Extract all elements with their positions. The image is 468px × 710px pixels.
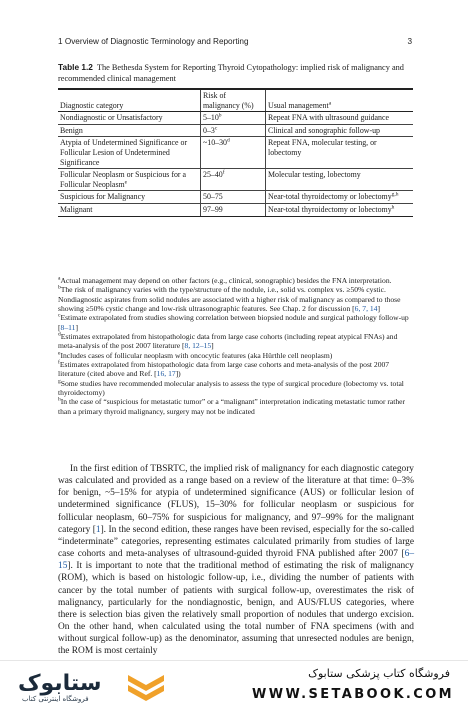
footnote-d: $^d$Estimates extrapolated from histopathologic data from large case cohorts (including repeat atypical FNAs) and meta-analysis of the post 2007 literature [8, 12–15] bbox=[58, 331, 398, 351]
table-header-row bbox=[58, 90, 413, 112]
cell-management: Near-total thyroidectomy or lobectomy$^h$ bbox=[266, 203, 414, 216]
cell-management: Repeat FNA with ultrasound guidance bbox=[266, 112, 414, 125]
footnote-g: $^g$Some studies have recommended molecular analysis to assess the type of surgical procedure (lobectomy vs. total thyroidectomy) bbox=[58, 378, 404, 398]
footnote-a: $^a$Actual management may depend on other factors (e.g., clinical, sonographic) besides the FNA interpretation. bbox=[58, 275, 392, 285]
cell-risk: 5–10$^b$ bbox=[201, 112, 266, 125]
cell-management: Repeat FNA, molecular testing, or lobectomy bbox=[266, 137, 414, 169]
body-paragraph: In the first edition of TBSRTC, the implied risk of malignancy for each diagnostic category was calculated and provided as a range based on a review of the literature at that time: 0–3% for benign, ~5–15% for atypia of undetermined significance (AUS) or follicular lesion of undetermined significance (FLUS), 15–30% for follicular neoplasm or suspicious for follicular neoplasm, 60–75% for suspicious for malignancy, and 97–99% for the malignant category [1]. In the second edition, these ranges have been revised, especially for the so-called “indeterminate” categories, representing estimates calculated primarily from studies of large case cohorts and meta-analyses of ultrasound-guided thyroid FNA published after 2007 [6–15]. It is important to note that the traditional method of estimating the risk of malignancy (ROM), which is based on histologic follow-up, i.e., dividing the number of patients with cancer by the total number of patients with surgical follow-up, overestimates the risk of malignancy, particularly for the nondiagnostic, benign, and AUS/FLUS categories, where there is selection bias given the relatively small proportion of nodules that undergo excision. On the other hand, when calculated using the total number of FNA specimens (with and without surgical follow-up) as the denominator, assuming that unresected nodules are benign, the ROM is most certainly bbox=[58, 464, 415, 657]
watermark-footer bbox=[0, 660, 468, 710]
citation-link[interactable]: 6, 7, 14 bbox=[354, 304, 378, 314]
cell-risk: 97–99 bbox=[201, 203, 266, 216]
citation-link[interactable]: 8, 12–15 bbox=[184, 341, 212, 351]
logo-text: ستابوک bbox=[18, 671, 102, 696]
table-footnotes bbox=[58, 276, 414, 416]
setabook-logo[interactable] bbox=[8, 665, 178, 705]
store-url[interactable]: WWW.SETABOOK.COM bbox=[251, 687, 454, 702]
table-caption bbox=[58, 62, 414, 84]
chapter-title: 1 Overview of Diagnostic Terminology and Reporting bbox=[58, 37, 249, 46]
table-row bbox=[58, 191, 413, 204]
footnote-f: $^f$Estimates extrapolated from histopathologic data from large case cohorts and meta-analysis of the post 2007 literature (cited above and Ref. [16, 17]) bbox=[58, 359, 390, 379]
cell-management: Molecular testing, lobectomy bbox=[266, 169, 414, 191]
header-management: Usual management$^a$ bbox=[266, 90, 414, 112]
cell-category: Suspicious for Malignancy bbox=[58, 191, 201, 204]
cell-category: Follicular Neoplasm or Suspicious for a Follicular Neoplasm$^e$ bbox=[58, 169, 201, 191]
citation-link[interactable]: 16, 17 bbox=[156, 369, 176, 379]
header-risk: Risk of malignancy (%) bbox=[201, 90, 266, 112]
bethesda-table bbox=[58, 88, 413, 217]
cell-management: Clinical and sonographic follow-up bbox=[266, 124, 414, 137]
running-header bbox=[58, 37, 412, 49]
body-text bbox=[58, 463, 414, 658]
cell-category: Benign bbox=[58, 124, 201, 137]
citation-link[interactable]: 1 bbox=[95, 524, 101, 535]
table-label: Table 1.2 bbox=[58, 62, 93, 72]
table-row bbox=[58, 124, 413, 137]
footnote-b: $^b$The risk of malignancy varies with the type/structure of the nodule, i.e., solid vs. complex vs. ≥50% cystic. Nondiagnostic aspirates from solid nodules are associated with a higher risk of malignancy as compared to those showing ≥50% cystic change and low-risk ultrasonographic features. See Chap. 2 for discussion [6, 7, 14] bbox=[58, 284, 401, 314]
cell-category: Atypia of Undetermined Significance or Follicular Lesion of Undetermined Significance bbox=[58, 137, 201, 169]
cell-risk: 0–3$^c$ bbox=[201, 124, 266, 137]
cell-risk: ~10–30$^d$ bbox=[201, 137, 266, 169]
cell-category: Malignant bbox=[58, 203, 201, 216]
footnote-c: $^c$Estimate extrapolated from studies showing correlation between biopsied nodule and surgical pathology follow-up [8–11] bbox=[58, 312, 409, 332]
header-category: Diagnostic category bbox=[58, 90, 201, 112]
table-row bbox=[58, 203, 413, 216]
table-caption-text: The Bethesda System for Reporting Thyroid Cytopathology: implied risk of malignancy and recommended clinical management bbox=[58, 63, 404, 83]
cell-risk: 50–75 bbox=[201, 191, 266, 204]
citation-link[interactable]: 8–11 bbox=[60, 322, 76, 332]
cell-risk: 25–40$^f$ bbox=[201, 169, 266, 191]
logo-subtext: فروشگاه اینترنتی کتاب bbox=[22, 695, 89, 703]
table-row bbox=[58, 112, 413, 125]
cell-management: Near-total thyroidectomy or lobectomy$^{g,h}$ bbox=[266, 191, 414, 204]
page-number: 3 bbox=[407, 37, 412, 46]
cell-category: Nondiagnostic or Unsatisfactory bbox=[58, 112, 201, 125]
table-row bbox=[58, 169, 413, 191]
footnote-e: $^e$Includes cases of follicular neoplasm with oncocytic features (aka Hürthle cell neoplasm) bbox=[58, 350, 333, 360]
footnote-h: $^h$In the case of “suspicious for metastatic tumor” or a “malignant” interpretation indicating metastatic tumor rather than a primary thyroid malignancy, surgery may not be indicated bbox=[58, 396, 406, 416]
citation-link[interactable]: 6–15 bbox=[58, 549, 414, 572]
store-name: فروشگاه کتاب پزشکی ستابوک bbox=[308, 667, 450, 680]
book-chevron-icon bbox=[124, 667, 168, 703]
table-row bbox=[58, 137, 413, 169]
